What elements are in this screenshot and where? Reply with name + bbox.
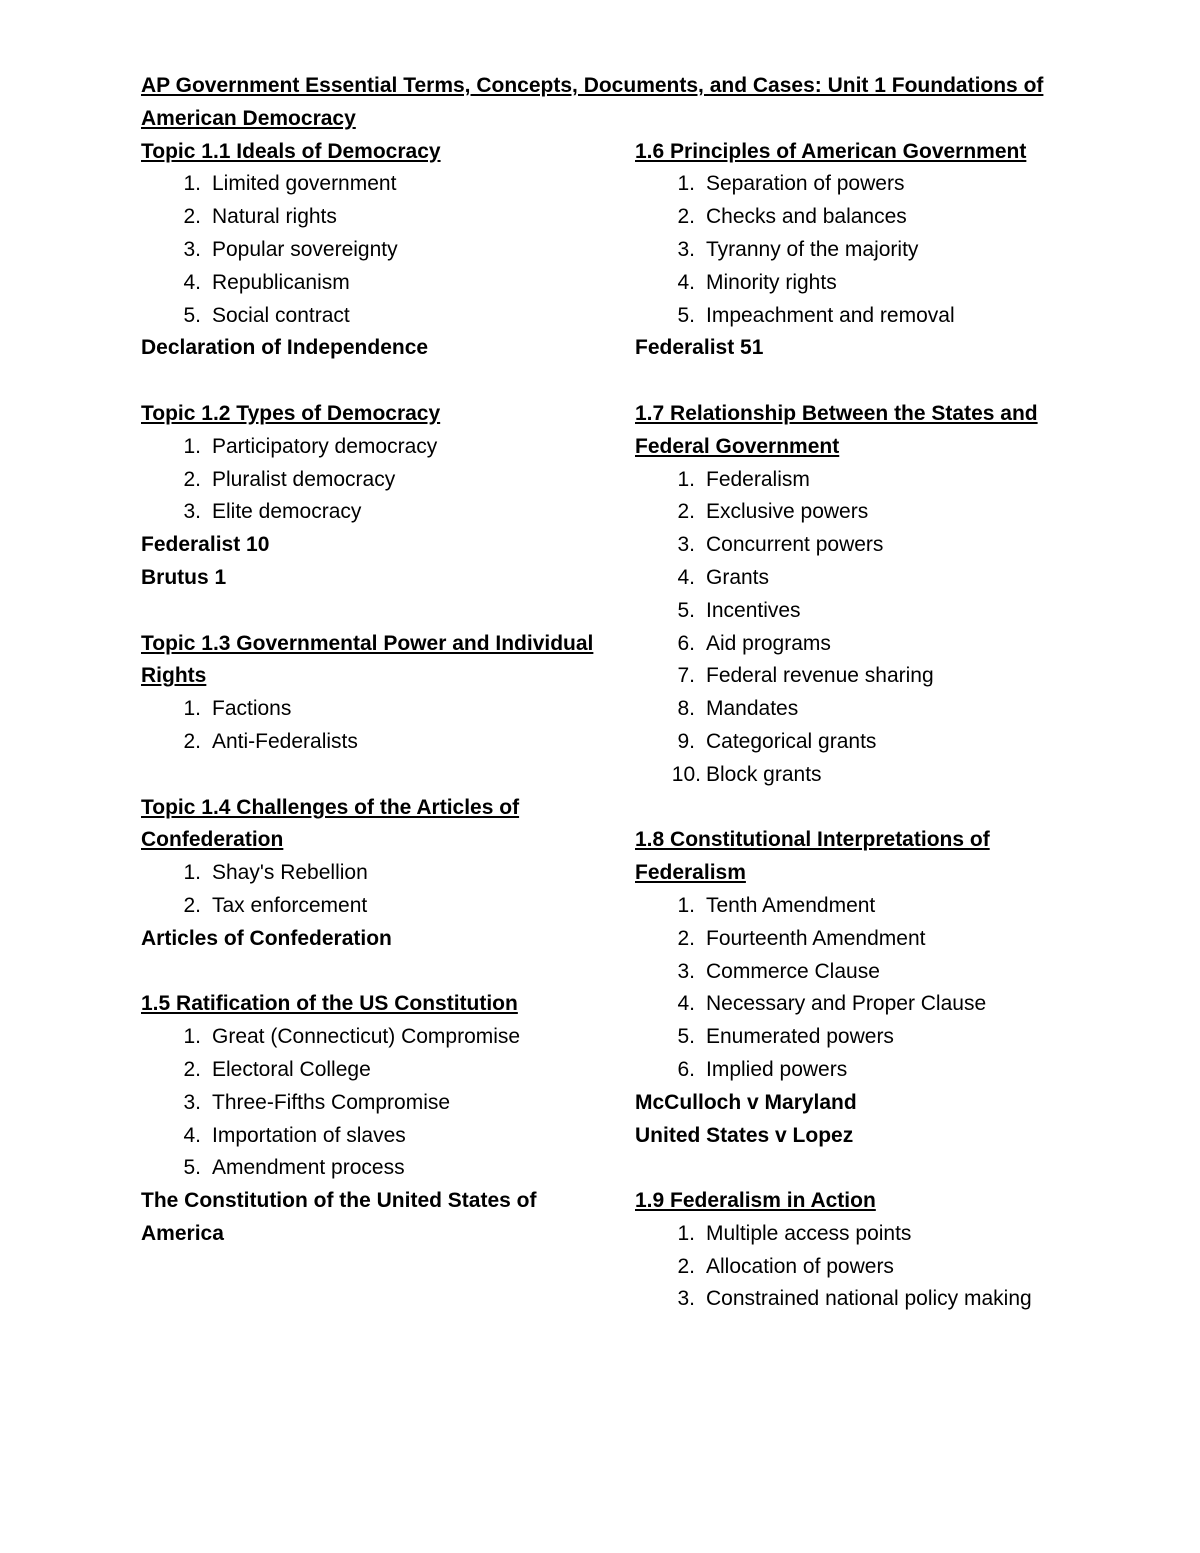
list-item: [635, 300, 1105, 333]
term-text: Constrained national policy making: [706, 1287, 1032, 1311]
list-item: [635, 1021, 1105, 1054]
list-item: [141, 168, 611, 201]
document-title: AP Government Essential Terms, Concepts, Documents, and Cases: Unit 1 Foundations of American Democracy: [141, 74, 1044, 130]
term-text: Electoral College: [212, 1057, 371, 1081]
list-number: 2.: [677, 205, 695, 229]
list-item: [635, 890, 1105, 923]
list-item: [141, 300, 611, 333]
list-item: [141, 431, 611, 464]
term-text: Shay's Rebellion: [212, 861, 368, 885]
term-text: Three-Fifths Compromise: [212, 1090, 451, 1114]
list-number: 1.: [677, 1221, 695, 1245]
list-number: 1.: [677, 172, 695, 196]
list-item: [635, 1251, 1105, 1284]
required-document: Federalist 10: [141, 533, 270, 557]
list-number: 2.: [183, 1057, 201, 1081]
list-item: [635, 496, 1105, 529]
list-item: [635, 1283, 1105, 1316]
list-number: 9.: [677, 729, 695, 753]
topic-heading: Topic 1.4 Challenges of the Articles of Confederation: [141, 795, 520, 852]
list-item: [635, 759, 1105, 792]
term-text: Republicanism: [212, 270, 350, 294]
term-text: Social contract: [212, 303, 350, 327]
term-text: Separation of powers: [706, 172, 905, 196]
required-document: Declaration of Independence: [141, 336, 429, 360]
list-item: [141, 726, 611, 759]
term-list: [141, 693, 611, 759]
list-number: 2.: [183, 467, 201, 491]
term-text: Pluralist democracy: [212, 467, 396, 491]
required-document: Brutus 1: [141, 565, 227, 589]
list-item: [635, 923, 1105, 956]
list-item: [635, 1218, 1105, 1251]
list-number: 7.: [677, 664, 695, 688]
list-item: [635, 595, 1105, 628]
term-text: Impeachment and removal: [706, 303, 955, 327]
list-number: 3.: [677, 1287, 695, 1311]
list-item: [635, 726, 1105, 759]
topic-heading: Topic 1.2 Types of Democracy: [141, 401, 441, 425]
topic-section: [635, 136, 1105, 366]
term-list: [635, 464, 1105, 792]
term-text: Block grants: [706, 762, 822, 786]
topic-section: [635, 398, 1105, 792]
term-text: Tax enforcement: [212, 893, 368, 917]
list-item: [141, 1120, 611, 1153]
term-text: Aid programs: [706, 631, 831, 655]
term-list: [141, 1021, 611, 1185]
list-number: 2.: [183, 893, 201, 917]
list-number: 1.: [677, 467, 695, 491]
required-document: The Constitution of the United States of America: [141, 1189, 537, 1245]
list-item: [141, 201, 611, 234]
list-number: 6.: [677, 1057, 695, 1081]
list-number: 4.: [183, 1123, 201, 1147]
term-list: [141, 431, 611, 529]
required-document: McCulloch v Maryland: [635, 1090, 857, 1114]
topic-section: [635, 1185, 1105, 1316]
list-item: [635, 1054, 1105, 1087]
term-text: Categorical grants: [706, 729, 877, 753]
list-number: 2.: [677, 1254, 695, 1278]
list-number: 4.: [677, 992, 695, 1016]
list-number: 4.: [677, 565, 695, 589]
right-column: [635, 136, 1105, 1349]
term-text: Enumerated powers: [706, 1025, 894, 1049]
topic-heading: 1.6 Principles of American Government: [635, 139, 1027, 163]
list-number: 2.: [183, 205, 201, 229]
list-item: [635, 267, 1105, 300]
term-text: Grants: [706, 565, 770, 589]
term-text: Commerce Clause: [706, 959, 880, 983]
list-item: [635, 234, 1105, 267]
list-item: [141, 267, 611, 300]
list-number: 3.: [677, 533, 695, 557]
list-item: [141, 234, 611, 267]
list-number: 5.: [183, 1156, 201, 1180]
list-item: [635, 562, 1105, 595]
term-list: [141, 857, 611, 923]
list-item: [635, 693, 1105, 726]
term-text: Concurrent powers: [706, 533, 884, 557]
list-item: [635, 201, 1105, 234]
term-text: Exclusive powers: [706, 500, 869, 524]
list-number: 2.: [677, 926, 695, 950]
term-text: Incentives: [706, 598, 801, 622]
list-number: 3.: [183, 237, 201, 261]
list-number: 5.: [677, 303, 695, 327]
list-item: [141, 1021, 611, 1054]
term-text: Anti-Federalists: [212, 729, 358, 753]
left-column: [141, 136, 611, 1284]
list-item: [141, 890, 611, 923]
list-number: 4.: [677, 270, 695, 294]
term-list: [635, 1218, 1105, 1316]
topic-section: [141, 628, 611, 759]
list-number: 2.: [183, 729, 201, 753]
term-text: Factions: [212, 697, 292, 721]
term-text: Checks and balances: [706, 205, 907, 229]
term-text: Tenth Amendment: [706, 893, 876, 917]
topic-heading: Topic 1.1 Ideals of Democracy: [141, 139, 441, 163]
term-text: Allocation of powers: [706, 1254, 894, 1278]
topic-heading: Topic 1.3 Governmental Power and Individual Rights: [141, 631, 594, 688]
required-document: United States v Lopez: [635, 1123, 854, 1147]
term-text: Minority rights: [706, 270, 837, 294]
list-item: [635, 529, 1105, 562]
list-item: [141, 1087, 611, 1120]
list-number: 3.: [677, 237, 695, 261]
term-list: [635, 890, 1105, 1087]
term-text: Federal revenue sharing: [706, 664, 934, 688]
term-list: [635, 168, 1105, 332]
term-text: Mandates: [706, 697, 799, 721]
topic-section: [635, 824, 1105, 1152]
topic-heading: 1.5 Ratification of the US Constitution: [141, 992, 518, 1016]
list-number: 3.: [677, 959, 695, 983]
list-item: [635, 168, 1105, 201]
list-number: 1.: [183, 172, 201, 196]
term-text: Amendment process: [212, 1156, 405, 1180]
list-number: 1.: [183, 697, 201, 721]
list-item: [141, 496, 611, 529]
term-text: Fourteenth Amendment: [706, 926, 926, 950]
required-document: Articles of Confederation: [141, 926, 392, 950]
list-item: [635, 988, 1105, 1021]
list-item: [141, 857, 611, 890]
list-number: 2.: [677, 500, 695, 524]
topic-section: [141, 398, 611, 595]
term-text: Elite democracy: [212, 500, 362, 524]
list-number: 3.: [183, 500, 201, 524]
term-text: Participatory democracy: [212, 434, 438, 458]
list-number: 1.: [183, 861, 201, 885]
list-number: 5.: [677, 598, 695, 622]
list-number: 4.: [183, 270, 201, 294]
list-item: [141, 1152, 611, 1185]
term-text: Necessary and Proper Clause: [706, 992, 987, 1016]
list-number: 1.: [677, 893, 695, 917]
list-number: 6.: [677, 631, 695, 655]
topic-heading: 1.8 Constitutional Interpretations of Federalism: [635, 828, 990, 885]
list-item: [635, 464, 1105, 497]
list-number: 5.: [183, 303, 201, 327]
term-text: Federalism: [706, 467, 810, 491]
term-text: Limited government: [212, 172, 397, 196]
list-number: 10.: [671, 762, 701, 786]
list-item: [635, 956, 1105, 989]
term-text: Implied powers: [706, 1057, 848, 1081]
term-text: Natural rights: [212, 205, 337, 229]
list-number: 3.: [183, 1090, 201, 1114]
list-number: 5.: [677, 1025, 695, 1049]
list-number: 8.: [677, 697, 695, 721]
topic-heading: 1.9 Federalism in Action: [635, 1189, 876, 1213]
topic-section: [141, 136, 611, 366]
topic-section: [141, 988, 611, 1250]
term-text: Tyranny of the majority: [706, 237, 919, 261]
list-item: [141, 693, 611, 726]
list-number: 1.: [183, 1025, 201, 1049]
list-item: [141, 1054, 611, 1087]
term-text: Multiple access points: [706, 1221, 912, 1245]
term-text: Importation of slaves: [212, 1123, 406, 1147]
list-number: 1.: [183, 434, 201, 458]
topic-section: [141, 792, 611, 956]
topic-heading: 1.7 Relationship Between the States and Federal Government: [635, 401, 1038, 458]
term-text: Popular sovereignty: [212, 237, 398, 261]
list-item: [635, 628, 1105, 661]
term-list: [141, 168, 611, 332]
term-text: Great (Connecticut) Compromise: [212, 1025, 521, 1049]
list-item: [635, 660, 1105, 693]
list-item: [141, 464, 611, 497]
required-document: Federalist 51: [635, 336, 764, 360]
